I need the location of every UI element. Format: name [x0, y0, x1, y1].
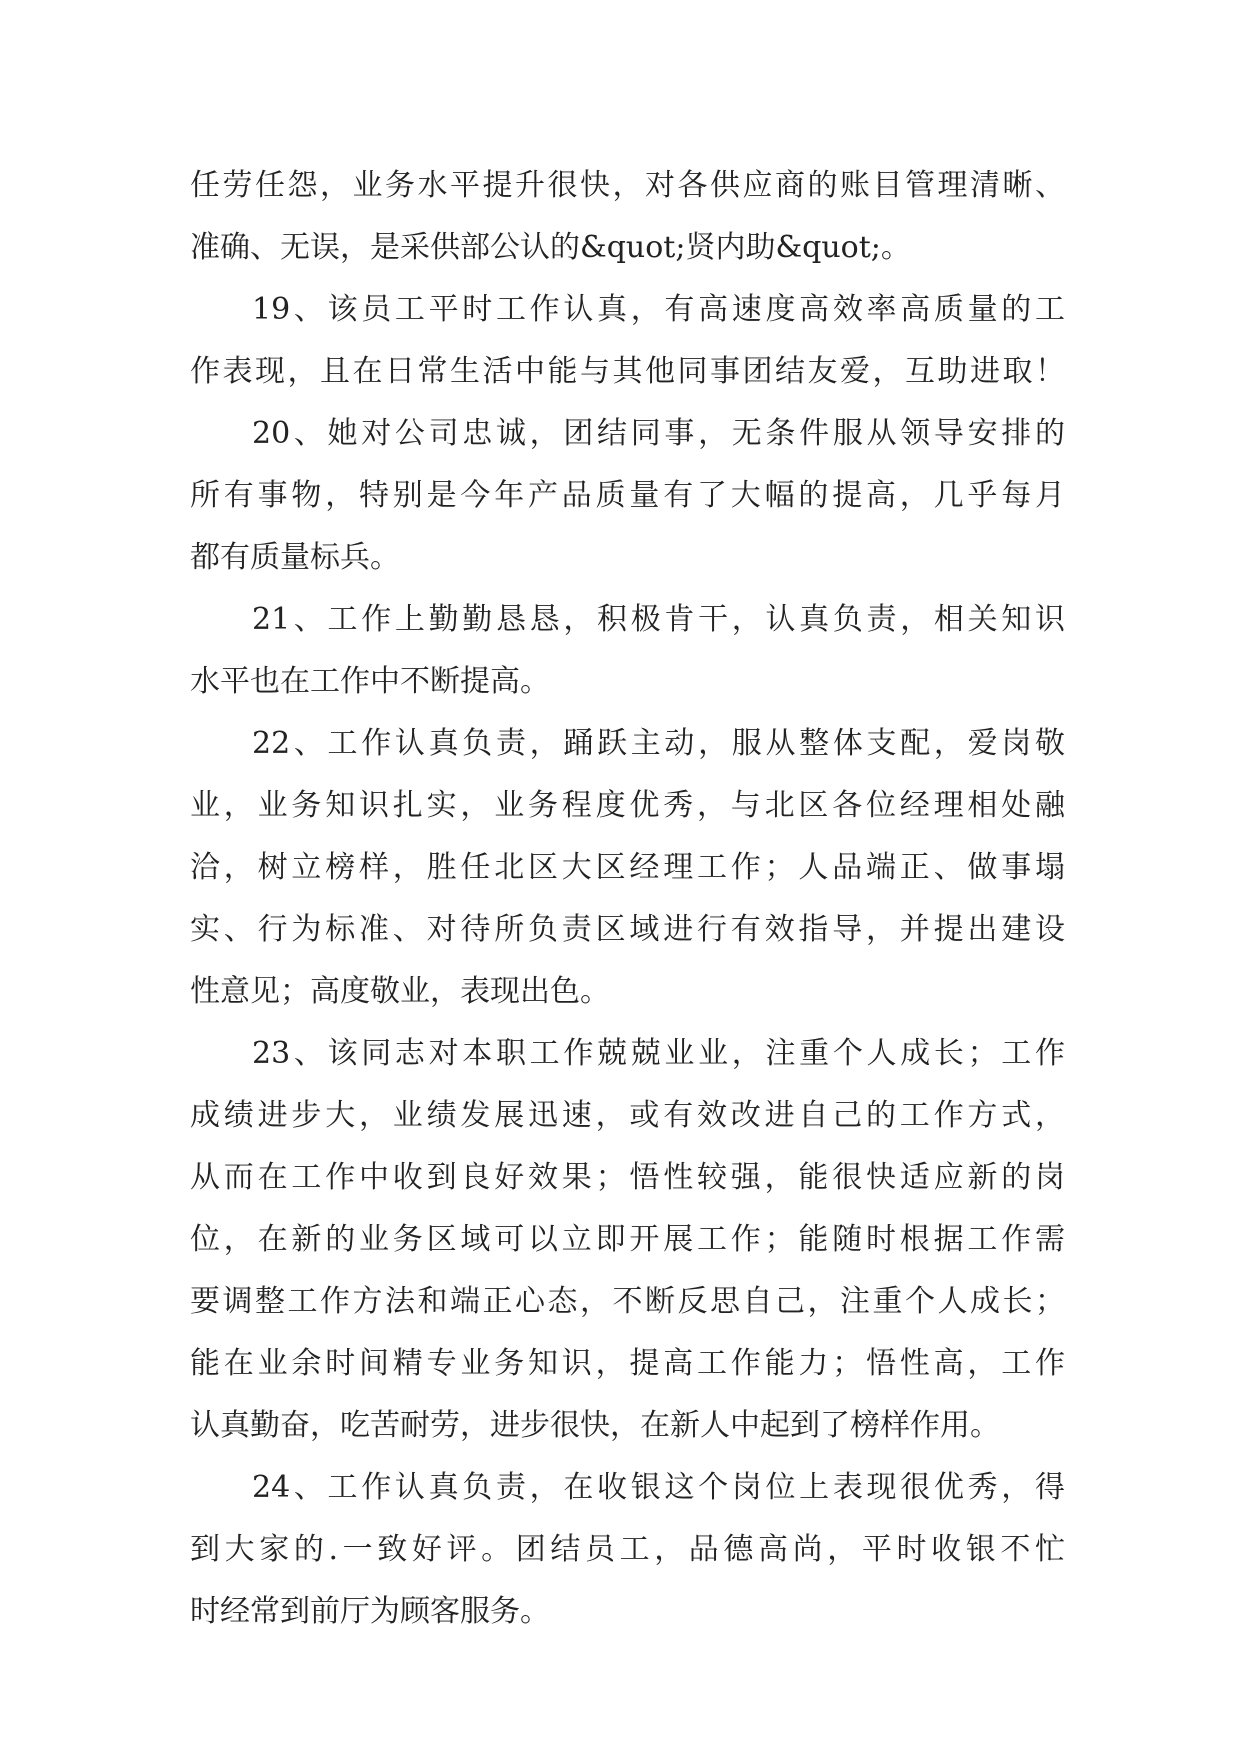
- text-line: 任劳任怨，业务水平提升很快，对各供应商的账目管理清晰、: [190, 168, 1065, 203]
- text-line: 时经常到前厅为顾客服务。: [190, 1594, 550, 1629]
- text-line: 能在业余时间精专业务知识，提高工作能力；悟性高，工作: [190, 1346, 1065, 1381]
- text-line: 位，在新的业务区域可以立即开展工作；能随时根据工作需: [190, 1222, 1065, 1257]
- text-line: 准确、无误，是采供部公认的&quot;贤内助&quot;。: [190, 230, 911, 265]
- paragraph-start-line: 21、工作上勤勤恳恳，积极肯干，认真负责，相关知识: [252, 602, 1065, 637]
- text-line: 水平也在工作中不断提高。: [190, 664, 550, 699]
- paragraph-start-line: 20、她对公司忠诚，团结同事，无条件服从领导安排的: [252, 416, 1065, 451]
- text-line: 要调整工作方法和端正心态，不断反思自己，注重个人成长；: [190, 1284, 1065, 1319]
- text-line: 都有质量标兵。: [190, 540, 400, 575]
- text-line: 认真勤奋，吃苦耐劳，进步很快，在新人中起到了榜样作用。: [190, 1408, 1000, 1443]
- text-line: 业，业务知识扎实，业务程度优秀，与北区各位经理相处融: [190, 788, 1065, 823]
- text-line: 到大家的.一致好评。团结员工，品德高尚，平时收银不忙: [190, 1532, 1065, 1567]
- paragraph-start-line: 19、该员工平时工作认真，有高速度高效率高质量的工: [252, 292, 1065, 327]
- text-line: 从而在工作中收到良好效果；悟性较强，能很快适应新的岗: [190, 1160, 1065, 1195]
- paragraph-start-line: 23、该同志对本职工作兢兢业业，注重个人成长；工作: [252, 1036, 1065, 1071]
- paragraph-start-line: 22、工作认真负责，踊跃主动，服从整体支配，爱岗敬: [252, 726, 1065, 761]
- text-line: 实、行为标准、对待所负责区域进行有效指导，并提出建设: [190, 912, 1065, 947]
- text-line: 所有事物，特别是今年产品质量有了大幅的提高，几乎每月: [190, 478, 1065, 513]
- text-line: 作表现，且在日常生活中能与其他同事团结友爱，互助进取！: [190, 354, 1065, 389]
- text-line: 性意见；高度敬业，表现出色。: [190, 974, 610, 1009]
- document-body: [190, 155, 1065, 1643]
- text-line: 成绩进步大，业绩发展迅速，或有效改进自己的工作方式，: [190, 1098, 1065, 1133]
- text-line: 洽，树立榜样，胜任北区大区经理工作；人品端正、做事塌: [190, 850, 1065, 885]
- paragraph-start-line: 24、工作认真负责，在收银这个岗位上表现很优秀，得: [252, 1470, 1065, 1505]
